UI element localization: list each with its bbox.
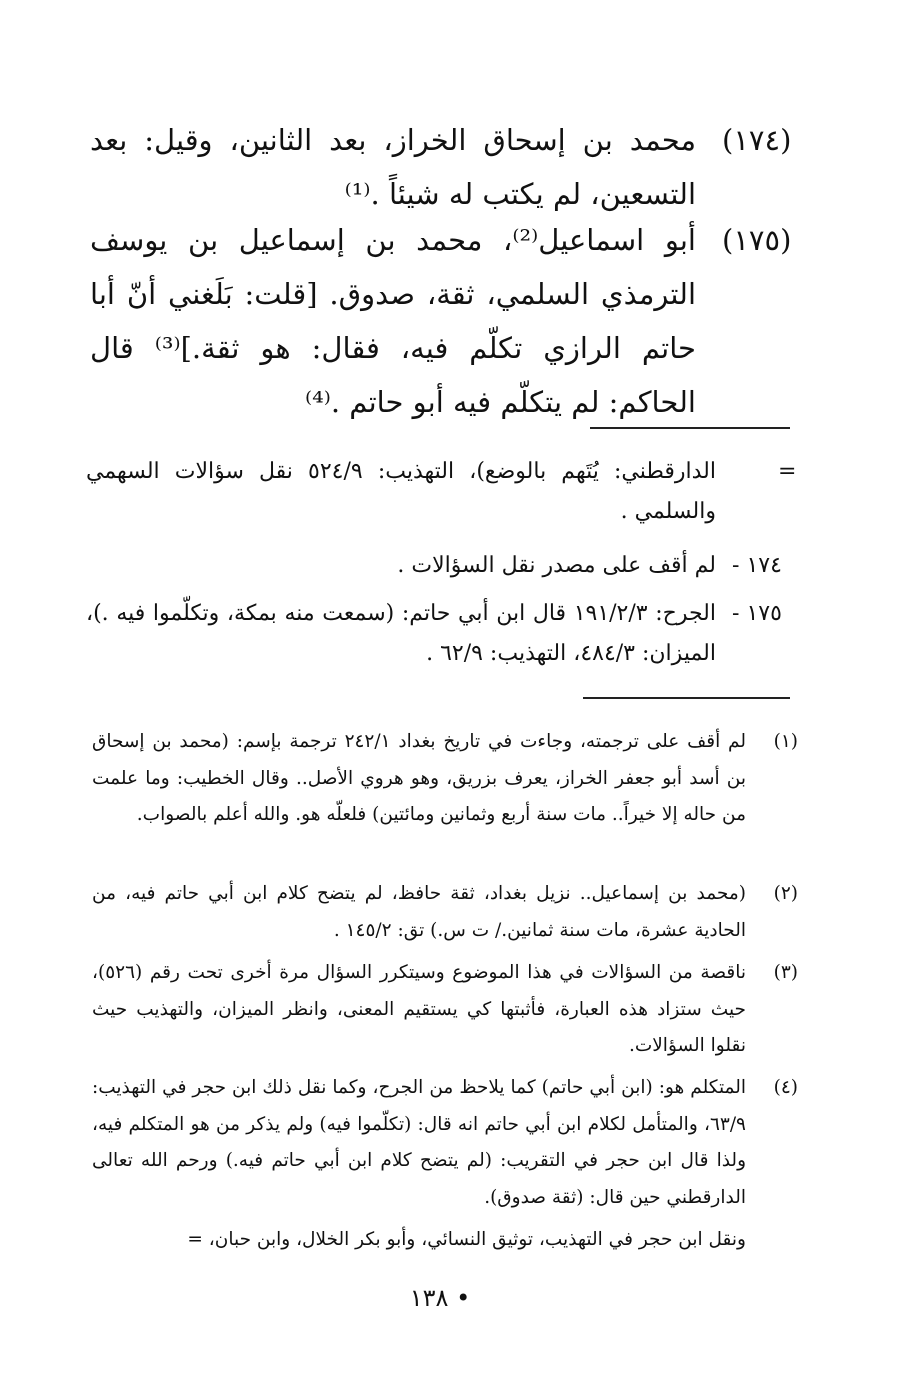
footnote-4: المتكلم هو: (ابن أبي حاتم) كما يلاحظ من الجرح، وكما نقل ذلك ابن حجر في التهذيب: ٦٣/٩، والمتأمل لكلام ابن أبي حاتم انه قال: (تكلّموا فيه) ولم يذكر من هو المتكلم فيه، ولذا قال ابن حجر في التقريب: (لم يتضح كلام ابن أبي حاتم فيه.) ورحم الله تعالى الدارقطني حين قال: (ثقة صدوق). (92, 1077, 746, 1208)
entry-text-175: أبو اسماعيل⁽²⁾، محمد بن إسماعيل بن يوسف الترمذي السلمي، ثقة، صدوق. [قلت: بَلَغني أنّ أبا حاتم الرازي تكلّم فيه، فقال: هو ثقة.]⁽³⁾ قال الحاكم: لم يتكلّم فيه أبو حاتم .⁽⁴⁾ (90, 223, 696, 419)
footnote-1: لم أقف على ترجمته، وجاءت في تاريخ بغداد ٢٤٢/١ ترجمة بإسم: (محمد بن إسحاق بن أسد أبو جعفر الخراز، يعرف بزريق، وهو هروي الأصل.. وقال الخطيب: وما علمت من حاله إلا خيراً.. مات سنة أربع وثمانين ومائتين) فلعلّه هو. والله أعلم بالصواب. (92, 731, 746, 825)
source-note-continuation: الدارقطني: يُتَهم بالوضع)، التهذيب: ٥٢٤/٩ نقل سؤالات السهمي والسلمي . (86, 459, 716, 524)
footnote-number-1: (١) (773, 731, 798, 752)
footnote-3: ناقصة من السؤالات في هذا الموضوع وسيتكرر السؤال مرة أخرى تحت رقم (٥٢٦)، حيث ستزاد هذه العبارة، فأثبتها كي يستقيم المعنى، وانظر الميزان، والتهذيب حيث نقلوا السؤالات. (92, 962, 746, 1056)
source-mark-175: ١٧٥ - (732, 601, 782, 626)
source-mark-174: ١٧٤ - (732, 553, 782, 578)
footnote-divider (583, 697, 790, 699)
section-divider (590, 427, 790, 429)
page-number: • ١٣٨ (409, 1284, 471, 1312)
footnote-number-4: (٤) (773, 1077, 798, 1098)
footnote-number-2: (٢) (773, 883, 798, 904)
source-note-174: لم أقف على مصدر نقل السؤالات . (397, 553, 716, 578)
source-mark-continuation: = (778, 459, 797, 484)
entry-text-174: محمد بن إسحاق الخراز، بعد الثانين، وقيل: بعد التسعين، لم يكتب له شيئاً .⁽¹⁾ (90, 123, 696, 211)
footnote-2: (محمد بن إسماعيل.. نزيل بغداد، ثقة حافظ، لم يتضح كلام ابن أبي حاتم فيه، من الحادية عشرة، مات سنة ثمانين./ ت س.) تق: ١٤٥/٢ . (92, 883, 746, 941)
source-note-175: الجرح: ١٩١/٢/٣ قال ابن أبي حاتم: (سمعت منه بمكة، وتكلّموا فيه .)، الميزان: ٤٨٤/٣، التهذيب: ٦٢/٩ . (86, 601, 717, 666)
footnote-number-3: (٣) (773, 962, 798, 983)
entry-number-175: (١٧٥) (722, 223, 792, 257)
entry-number-174: (١٧٤) (722, 123, 792, 157)
footnote-continuation: ونقل ابن حجر في التهذيب، توثيق النسائي، وأبو بكر الخلال، وابن حبان، = (187, 1229, 746, 1250)
